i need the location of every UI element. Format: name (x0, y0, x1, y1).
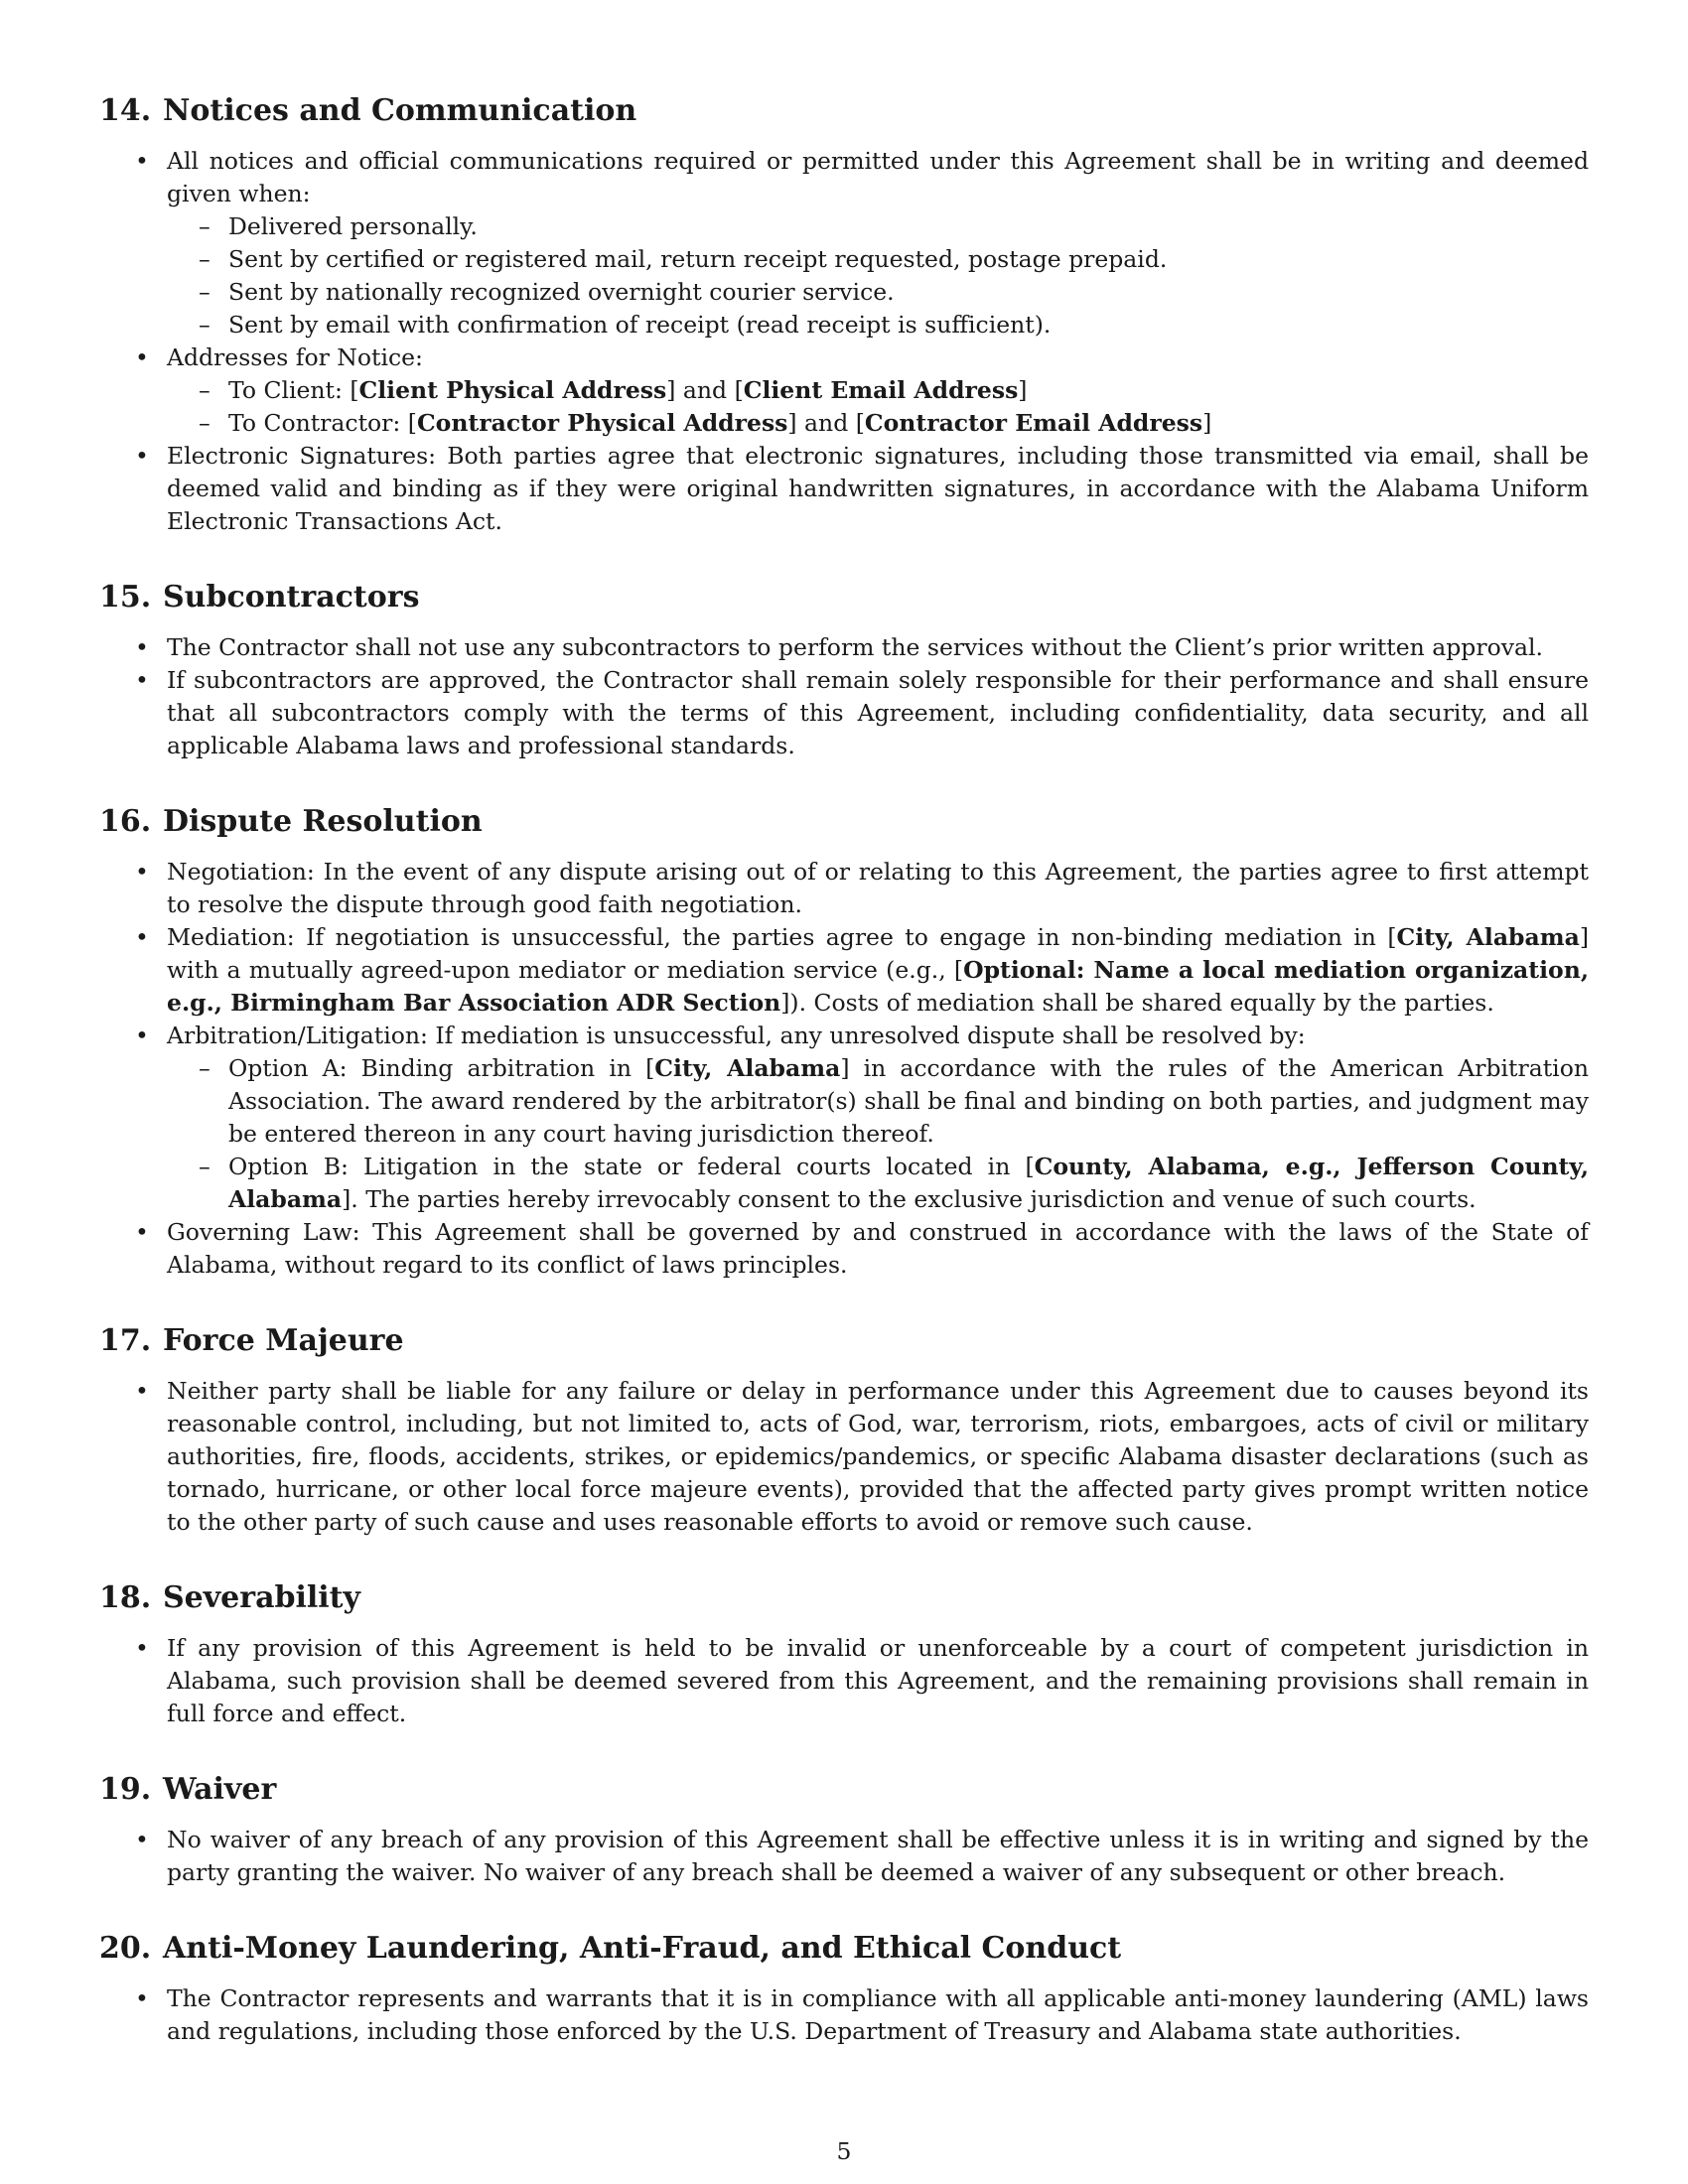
section-18-severability (99, 1578, 1589, 1730)
list-item: • If any provision of this Agreement is held to be invalid or unenforceable by a court of competent jurisdiction in Alabama, such provision shall be deemed severed from this Agreement, and the remaining provisions shall remain in full force and effect. (99, 1632, 1589, 1730)
section-heading (99, 1929, 1589, 1969)
section-title: Subcontractors (163, 580, 420, 614)
section-number: 14. (99, 93, 152, 128)
sub-list-item-option-b (167, 1151, 1589, 1216)
section-title: Anti-Money Laundering, Anti-Fraud, and Ethical Conduct (163, 1931, 1122, 1966)
section-heading (99, 802, 1589, 842)
contractor-email-placeholder: Contractor Email Address (864, 409, 1203, 437)
arbitration-intro: Arbitration/Litigation: If mediation is unsuccessful, any unresolved dispute shall be resolved by: (167, 1022, 1306, 1049)
option-a-city-placeholder: City, Alabama (654, 1054, 841, 1082)
client-physical-placeholder: Client Physical Address (358, 376, 667, 404)
section-14-notices (99, 91, 1589, 538)
list-item (99, 145, 1589, 341)
section-20-aml-ethics (99, 1929, 1589, 2048)
section-19-waiver (99, 1770, 1589, 1889)
bullet-list (99, 1824, 1589, 1889)
section-heading (99, 91, 1589, 131)
list-item: • If subcontractors are approved, the Contractor shall remain solely responsible for their performance and shall ensure that all subcontractors comply with the terms of this Agreement, including confidentiality, data security, and all applicable Alabama laws and professional standards. (99, 664, 1589, 762)
list-item (99, 921, 1589, 1020)
bullet-list (99, 856, 1589, 1282)
section-15-subcontractors (99, 578, 1589, 762)
bullet-list (99, 1982, 1589, 2048)
sub-list-item-option-a (167, 1052, 1589, 1151)
mediation-text: ] with a mutually agreed-upon mediator or mediation service (e.g., [ (167, 923, 1589, 984)
option-b-text: Option B: Litigation in the state or federal courts located in [ (228, 1153, 1035, 1180)
bullet-list (99, 1632, 1589, 1730)
mediation-city-placeholder: City, Alabama (1396, 923, 1580, 951)
section-16-dispute-resolution (99, 802, 1589, 1282)
section-number: 17. (99, 1323, 152, 1358)
section-title: Notices and Communication (163, 93, 637, 128)
section-title: Force Majeure (163, 1323, 404, 1358)
section-heading (99, 578, 1589, 617)
sub-list (167, 210, 1589, 341)
list-item (99, 341, 1589, 440)
sub-list (167, 1052, 1589, 1216)
page-number: 5 (836, 2137, 852, 2165)
list-item: • No waiver of any breach of any provision of this Agreement shall be effective unless it is in writing and signed by the party granting the waiver. No waiver of any breach shall be deemed a waiver of any subsequent or other breach. (99, 1824, 1589, 1889)
sub-list-item-contractor-address: – To Contractor: [Contractor Physical Address] and [Contractor Email Address] (167, 407, 1589, 440)
bullet-list (99, 145, 1589, 538)
to-contractor-label: To Contractor: (228, 409, 408, 437)
sub-list-item: – Sent by nationally recognized overnight courier service. (167, 276, 1589, 309)
list-item: • Governing Law: This Agreement shall be governed by and construed in accordance with the laws of the State of Alabama, without regard to its conflict of laws principles. (99, 1216, 1589, 1282)
section-title: Dispute Resolution (163, 804, 483, 839)
contractor-physical-placeholder: Contractor Physical Address (416, 409, 788, 437)
addresses-label: Addresses for Notice: (167, 343, 423, 371)
section-number: 18. (99, 1580, 152, 1615)
list-item: • Electronic Signatures: Both parties agree that electronic signatures, including those transmitted via email, shall be deemed valid and binding as if they were original handwritten signatures, in accordance with the Alabama Uniform Electronic Transactions Act. (99, 440, 1589, 538)
option-a-text: Option A: Binding arbitration in [ (228, 1054, 655, 1082)
bullet-list (99, 1375, 1589, 1539)
list-item: • Neither party shall be liable for any failure or delay in performance under this Agreement due to causes beyond its reasonable control, including, but not limited to, acts of God, war, terrorism, riots, embargoes, acts of civil or military authorities, fire, floods, accidents, strikes, or epidemics/pandemics, or specific Alabama disaster declarations (such as tornado, hurricane, or other local force majeure events), provided that the affected party gives prompt written notice to the other party of such cause and uses reasonable efforts to avoid or remove such cause. (99, 1375, 1589, 1539)
mediation-text: Mediation: If negotiation is unsuccessful, the parties agree to engage in non-binding mediation in [ (167, 923, 1397, 951)
section-number: 19. (99, 1772, 152, 1807)
section-17-force-majeure (99, 1321, 1589, 1539)
page-content (99, 91, 1589, 2088)
to-client-label: To Client: (228, 376, 351, 404)
sub-list-item: – Delivered personally. (167, 210, 1589, 243)
section-title: Waiver (163, 1772, 277, 1807)
list-item: • The Contractor shall not use any subcontractors to perform the services without the Client’s prior written approval. (99, 631, 1589, 664)
list-item (99, 1020, 1589, 1216)
section-number: 20. (99, 1931, 152, 1966)
connector-text: ] and [ (787, 409, 865, 437)
client-email-placeholder: Client Email Address (743, 376, 1019, 404)
section-heading (99, 1770, 1589, 1810)
option-b-county-placeholder: County, Alabama, e.g., Jefferson County, Alabama (228, 1153, 1589, 1213)
section-heading (99, 1321, 1589, 1361)
sub-list-item: – Sent by email with confirmation of receipt (read receipt is sufficient). (167, 309, 1589, 341)
list-item: • Negotiation: In the event of any dispute arising out of or relating to this Agreement, the parties agree to first attempt to resolve the dispute through good faith negotiation. (99, 856, 1589, 921)
sub-list (167, 374, 1589, 440)
bullet-list (99, 631, 1589, 762)
list-item: • The Contractor represents and warrants that it is in compliance with all applicable anti-money laundering (AML) laws and regulations, including those enforced by the U.S. Department of Treasury and Alabama state authorities. (99, 1982, 1589, 2048)
section-heading (99, 1578, 1589, 1618)
mediation-org-placeholder: Optional: Name a local mediation organization, e.g., Birmingham Bar Association ADR Section (167, 956, 1589, 1017)
connector-text: ] and [ (666, 376, 744, 404)
mediation-text: ]). Costs of mediation shall be shared equally by the parties. (780, 989, 1494, 1017)
section-title: Severability (163, 1580, 360, 1615)
option-a-text: ] in accordance with the rules of the American Arbitration Association. The award rendered by the arbitrator(s) shall be final and binding on both parties, and judgment may be entered thereon in any court having jurisdiction thereof. (228, 1054, 1589, 1148)
option-b-text: ]. The parties hereby irrevocably consent to the exclusive jurisdiction and venue of such courts. (342, 1185, 1477, 1213)
sub-list-item: – Sent by certified or registered mail, return receipt requested, postage prepaid. (167, 243, 1589, 276)
sub-list-item-client-address: – To Client: [Client Physical Address] and [Client Email Address] (167, 374, 1589, 407)
section-number: 15. (99, 580, 152, 614)
notices-intro: All notices and official communications required or permitted under this Agreement shall be in writing and deemed given when: (167, 147, 1589, 207)
section-number: 16. (99, 804, 152, 839)
